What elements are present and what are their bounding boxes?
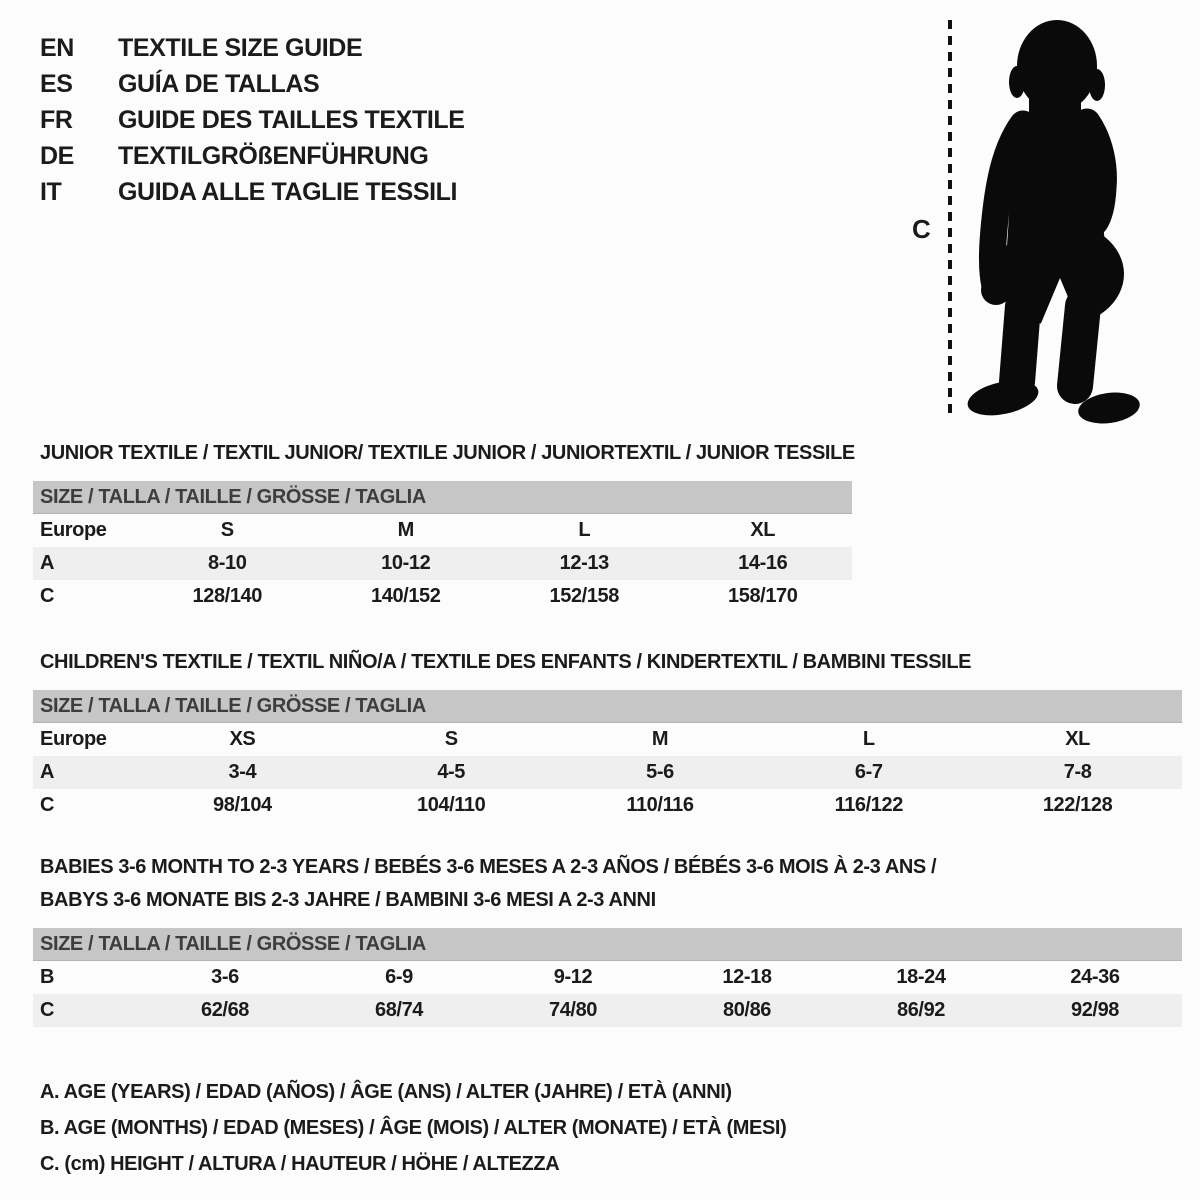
- row-label: A: [40, 761, 55, 783]
- guide-title-fr: GUIDE DES TAILLES TEXTILE: [118, 105, 465, 134]
- row-label: C: [40, 585, 55, 607]
- guide-title-es: GUÍA DE TALLAS: [118, 69, 320, 98]
- size-cell: M: [397, 519, 414, 541]
- size-cell: S: [444, 728, 458, 750]
- size-cell: L: [862, 728, 875, 750]
- row-label: Europe: [40, 728, 107, 750]
- table-row: [33, 580, 852, 613]
- junior-section-title: JUNIOR TEXTILE / TEXTIL JUNIOR/ TEXTILE JUNIOR / JUNIORTEXTIL / JUNIOR TESSILE: [40, 442, 855, 464]
- age-cell: 12-18: [722, 966, 772, 988]
- language-code: EN: [40, 33, 74, 62]
- language-title-list: [40, 30, 465, 210]
- size-header-bar: SIZE / TALLA / TAILLE / GRÖSSE / TAGLIA: [33, 928, 1182, 961]
- children-section-title: CHILDREN'S TEXTILE / TEXTIL NIÑO/A / TEXTILE DES ENFANTS / KINDERTEXTIL / BAMBINI TESSILE: [40, 651, 972, 673]
- size-cell: M: [651, 728, 669, 750]
- age-cell: 5-6: [646, 761, 674, 783]
- age-cell: 24-36: [1070, 966, 1120, 988]
- height-cell: 152/158: [549, 585, 619, 607]
- language-row-en: [40, 30, 465, 66]
- table-row: [33, 547, 852, 580]
- language-code: IT: [40, 177, 62, 206]
- legend-height-cm: C. (cm) HEIGHT / ALTURA / HAUTEUR / HÖHE / ALTEZZA: [40, 1153, 560, 1175]
- table-row: [33, 789, 1182, 822]
- toddler-silhouette-icon: [963, 14, 1143, 426]
- size-cell: XL: [1065, 728, 1090, 750]
- height-cell: 86/92: [896, 999, 946, 1021]
- height-cell: 104/110: [416, 794, 486, 816]
- height-cell: 62/68: [200, 999, 250, 1021]
- height-cell: 140/152: [371, 585, 441, 607]
- guide-title-de: TEXTILGRÖßENFÜHRUNG: [118, 141, 429, 170]
- language-row-de: [40, 138, 465, 174]
- size-cell: XL: [750, 519, 776, 541]
- size-cell: XS: [229, 728, 256, 750]
- legend-age-years: A. AGE (YEARS) / EDAD (AÑOS) / ÂGE (ANS) / ALTER (JAHRE) / ETÀ (ANNI): [40, 1081, 732, 1103]
- babies-title-line1: BABIES 3-6 MONTH TO 2-3 YEARS / BEBÉS 3-6 MESES A 2-3 AÑOS / BÉBÉS 3-6 MOIS À 2-3 ANS /: [40, 856, 937, 878]
- age-cell: 6-9: [385, 966, 413, 988]
- row-label: A: [40, 552, 55, 574]
- age-cell: 3-6: [211, 966, 239, 988]
- table-row: [33, 514, 852, 547]
- language-code: ES: [40, 69, 73, 98]
- size-header-bar: SIZE / TALLA / TAILLE / GRÖSSE / TAGLIA: [33, 481, 852, 514]
- row-label: C: [40, 794, 55, 816]
- babies-size-table: [33, 928, 1182, 1027]
- table-row: [33, 723, 1182, 756]
- age-cell: 4-5: [437, 761, 466, 783]
- age-cell: 12-13: [559, 552, 609, 574]
- height-dashed-line: [946, 18, 954, 420]
- height-measure-label: C: [912, 214, 931, 244]
- language-row-fr: [40, 102, 465, 138]
- height-cell: 110/116: [626, 794, 694, 816]
- language-row-it: [40, 174, 465, 210]
- age-cell: 3-4: [228, 761, 257, 783]
- legend-age-months: B. AGE (MONTHS) / EDAD (MESES) / ÂGE (MOIS) / ALTER (MONATE) / ETÀ (MESI): [40, 1117, 787, 1139]
- language-code: FR: [40, 105, 73, 134]
- junior-size-table: [33, 481, 852, 613]
- row-label: Europe: [40, 519, 107, 541]
- table-row: [33, 994, 1182, 1027]
- table-row: [33, 756, 1182, 789]
- height-cell: 74/80: [548, 999, 598, 1021]
- size-header-bar: SIZE / TALLA / TAILLE / GRÖSSE / TAGLIA: [33, 690, 1182, 723]
- age-cell: 10-12: [381, 552, 431, 574]
- height-cell: 80/86: [722, 999, 772, 1021]
- height-cell: 158/170: [728, 585, 798, 607]
- guide-title-it: GUIDA ALLE TAGLIE TESSILI: [118, 177, 458, 206]
- row-label: B: [40, 966, 55, 988]
- age-cell: 6-7: [854, 761, 883, 783]
- table-row: [33, 961, 1182, 994]
- age-cell: 18-24: [896, 966, 946, 988]
- size-cell: S: [220, 519, 234, 541]
- height-cell: 122/128: [1042, 794, 1113, 816]
- row-label: C: [40, 999, 55, 1021]
- age-cell: 14-16: [738, 552, 788, 574]
- age-cell: 9-12: [553, 966, 593, 988]
- age-cell: 8-10: [208, 552, 247, 574]
- height-cell: 68/74: [374, 999, 424, 1021]
- babies-title-line2: BABYS 3-6 MONATE BIS 2-3 JAHRE / BAMBINI 3-6 MESI A 2-3 ANNI: [40, 889, 656, 911]
- height-cell: 92/98: [1070, 999, 1120, 1021]
- height-cell: 128/140: [192, 585, 262, 607]
- children-size-table: [33, 690, 1182, 822]
- age-cell: 7-8: [1063, 761, 1092, 783]
- language-row-es: [40, 66, 465, 102]
- language-code: DE: [40, 141, 74, 170]
- height-cell: 116/122: [834, 794, 903, 816]
- guide-title-en: TEXTILE SIZE GUIDE: [118, 33, 363, 62]
- measurement-legend: [40, 1074, 786, 1182]
- babies-section-title: [40, 851, 936, 917]
- size-cell: L: [578, 519, 591, 541]
- height-cell: 98/104: [213, 794, 272, 816]
